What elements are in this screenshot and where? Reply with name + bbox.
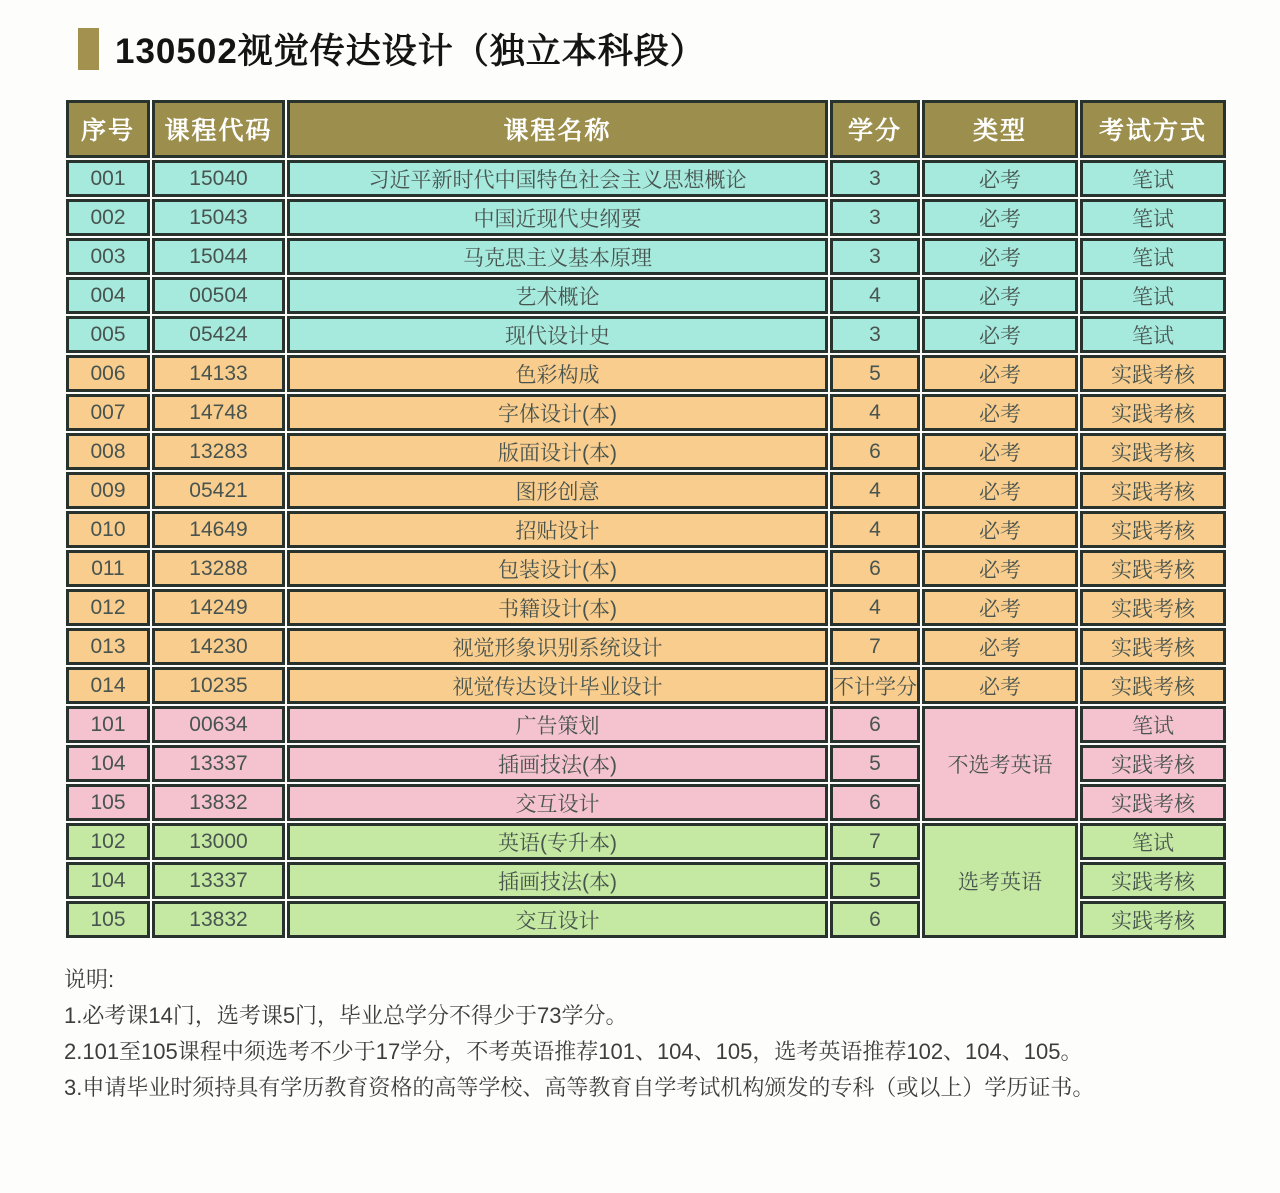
cell-type: 必考 [922, 511, 1078, 548]
cell-exam-method: 实践考核 [1080, 667, 1226, 704]
cell-seq: 014 [66, 667, 150, 704]
cell-course-code: 14133 [152, 355, 285, 392]
table-row [66, 667, 1226, 704]
table-row [66, 238, 1226, 275]
cell-exam-method: 笔试 [1080, 823, 1226, 860]
table-row [66, 823, 1226, 860]
table-row [66, 706, 1226, 743]
col-exam-method: 考试方式 [1080, 100, 1226, 158]
course-table [64, 98, 1228, 940]
cell-course-name: 版面设计(本) [287, 433, 828, 470]
cell-seq: 105 [66, 901, 150, 938]
cell-course-name: 色彩构成 [287, 355, 828, 392]
cell-course-name: 招贴设计 [287, 511, 828, 548]
table-row [66, 199, 1226, 236]
cell-course-code: 13337 [152, 862, 285, 899]
cell-exam-method: 笔试 [1080, 199, 1226, 236]
cell-credits: 3 [830, 160, 920, 197]
cell-course-name: 包装设计(本) [287, 550, 828, 587]
course-table-body [66, 160, 1226, 938]
cell-credits: 4 [830, 277, 920, 314]
cell-type: 必考 [922, 160, 1078, 197]
cell-course-code: 13000 [152, 823, 285, 860]
cell-type: 必考 [922, 550, 1078, 587]
title-accent-bar [78, 28, 99, 70]
cell-course-code: 14230 [152, 628, 285, 665]
cell-course-name: 书籍设计(本) [287, 589, 828, 626]
cell-exam-method: 实践考核 [1080, 628, 1226, 665]
cell-type: 必考 [922, 277, 1078, 314]
notes-section [64, 962, 1280, 1106]
cell-credits: 6 [830, 901, 920, 938]
cell-seq: 104 [66, 745, 150, 782]
page-title: 130502视觉传达设计（独立本科段） [115, 32, 706, 71]
cell-course-name: 艺术概论 [287, 277, 828, 314]
cell-type: 必考 [922, 394, 1078, 431]
cell-type: 选考英语 [922, 823, 1078, 938]
cell-course-code: 05421 [152, 472, 285, 509]
cell-course-code: 14748 [152, 394, 285, 431]
cell-exam-method: 实践考核 [1080, 745, 1226, 782]
col-course-name: 课程名称 [287, 100, 828, 158]
cell-type: 必考 [922, 238, 1078, 275]
cell-type: 必考 [922, 589, 1078, 626]
cell-course-name: 中国近现代史纲要 [287, 199, 828, 236]
cell-course-code: 15043 [152, 199, 285, 236]
col-type: 类型 [922, 100, 1078, 158]
cell-type: 必考 [922, 199, 1078, 236]
cell-exam-method: 实践考核 [1080, 472, 1226, 509]
cell-credits: 6 [830, 550, 920, 587]
cell-seq: 011 [66, 550, 150, 587]
cell-course-code: 05424 [152, 316, 285, 353]
cell-seq: 005 [66, 316, 150, 353]
cell-credits: 4 [830, 511, 920, 548]
cell-course-name: 交互设计 [287, 784, 828, 821]
cell-exam-method: 实践考核 [1080, 511, 1226, 548]
cell-course-name: 插画技法(本) [287, 862, 828, 899]
table-row [66, 511, 1226, 548]
cell-course-code: 14249 [152, 589, 285, 626]
cell-course-name: 视觉形象识别系统设计 [287, 628, 828, 665]
cell-course-name: 马克思主义基本原理 [287, 238, 828, 275]
table-row [66, 394, 1226, 431]
cell-exam-method: 实践考核 [1080, 589, 1226, 626]
note-item-3: 3.申请毕业时须持具有学历教育资格的高等学校、高等教育自学考试机构颁发的专科（或以上）学历证书。 [64, 1075, 1095, 1100]
cell-credits: 3 [830, 238, 920, 275]
cell-type: 必考 [922, 472, 1078, 509]
cell-course-code: 15040 [152, 160, 285, 197]
cell-type: 必考 [922, 667, 1078, 704]
cell-course-name: 视觉传达设计毕业设计 [287, 667, 828, 704]
table-row [66, 472, 1226, 509]
cell-course-code: 10235 [152, 667, 285, 704]
cell-seq: 010 [66, 511, 150, 548]
cell-exam-method: 笔试 [1080, 277, 1226, 314]
cell-credits: 4 [830, 394, 920, 431]
cell-seq: 001 [66, 160, 150, 197]
cell-course-name: 字体设计(本) [287, 394, 828, 431]
cell-course-code: 00504 [152, 277, 285, 314]
cell-exam-method: 笔试 [1080, 238, 1226, 275]
cell-exam-method: 实践考核 [1080, 862, 1226, 899]
col-credits: 学分 [830, 100, 920, 158]
cell-course-name: 习近平新时代中国特色社会主义思想概论 [287, 160, 828, 197]
cell-seq: 105 [66, 784, 150, 821]
col-course-code: 课程代码 [152, 100, 285, 158]
table-row [66, 433, 1226, 470]
cell-credits: 不计学分 [830, 667, 920, 704]
cell-credits: 6 [830, 706, 920, 743]
cell-course-code: 00634 [152, 706, 285, 743]
cell-exam-method: 笔试 [1080, 316, 1226, 353]
cell-credits: 6 [830, 433, 920, 470]
cell-type: 必考 [922, 628, 1078, 665]
table-row [66, 550, 1226, 587]
cell-course-name: 广告策划 [287, 706, 828, 743]
note-item-1: 1.必考课14门，选考课5门，毕业总学分不得少于73学分。 [64, 1003, 628, 1028]
cell-course-code: 13832 [152, 901, 285, 938]
cell-seq: 104 [66, 862, 150, 899]
cell-course-name: 英语(专升本) [287, 823, 828, 860]
header-row [66, 100, 1226, 158]
notes-heading: 说明: [64, 967, 115, 992]
cell-course-code: 15044 [152, 238, 285, 275]
cell-credits: 5 [830, 862, 920, 899]
cell-course-name: 现代设计史 [287, 316, 828, 353]
cell-seq: 002 [66, 199, 150, 236]
cell-exam-method: 实践考核 [1080, 550, 1226, 587]
table-row [66, 316, 1226, 353]
cell-course-name: 插画技法(本) [287, 745, 828, 782]
cell-type: 不选考英语 [922, 706, 1078, 821]
cell-exam-method: 笔试 [1080, 160, 1226, 197]
cell-credits: 3 [830, 199, 920, 236]
cell-type: 必考 [922, 316, 1078, 353]
cell-seq: 007 [66, 394, 150, 431]
cell-exam-method: 实践考核 [1080, 433, 1226, 470]
table-row [66, 160, 1226, 197]
cell-credits: 4 [830, 472, 920, 509]
cell-seq: 101 [66, 706, 150, 743]
cell-type: 必考 [922, 355, 1078, 392]
table-row [66, 628, 1226, 665]
page-header [78, 24, 1280, 74]
cell-seq: 004 [66, 277, 150, 314]
cell-seq: 009 [66, 472, 150, 509]
cell-credits: 5 [830, 355, 920, 392]
cell-credits: 3 [830, 316, 920, 353]
cell-course-code: 13337 [152, 745, 285, 782]
note-item-2: 2.101至105课程中须选考不少于17学分，不考英语推荐101、104、105，选考英语推荐102、104、105。 [64, 1039, 1083, 1064]
cell-seq: 008 [66, 433, 150, 470]
cell-course-code: 14649 [152, 511, 285, 548]
cell-course-name: 图形创意 [287, 472, 828, 509]
cell-seq: 013 [66, 628, 150, 665]
table-row [66, 589, 1226, 626]
cell-credits: 6 [830, 784, 920, 821]
cell-seq: 006 [66, 355, 150, 392]
cell-seq: 012 [66, 589, 150, 626]
cell-exam-method: 实践考核 [1080, 394, 1226, 431]
course-table-header [66, 100, 1226, 158]
cell-seq: 003 [66, 238, 150, 275]
cell-course-code: 13283 [152, 433, 285, 470]
cell-course-code: 13288 [152, 550, 285, 587]
cell-credits: 4 [830, 589, 920, 626]
cell-exam-method: 笔试 [1080, 706, 1226, 743]
col-seq: 序号 [66, 100, 150, 158]
cell-exam-method: 实践考核 [1080, 355, 1226, 392]
cell-exam-method: 实践考核 [1080, 784, 1226, 821]
cell-credits: 7 [830, 823, 920, 860]
table-row [66, 355, 1226, 392]
cell-seq: 102 [66, 823, 150, 860]
table-row [66, 277, 1226, 314]
cell-credits: 5 [830, 745, 920, 782]
cell-exam-method: 实践考核 [1080, 901, 1226, 938]
cell-credits: 7 [830, 628, 920, 665]
cell-type: 必考 [922, 433, 1078, 470]
cell-course-name: 交互设计 [287, 901, 828, 938]
cell-course-code: 13832 [152, 784, 285, 821]
